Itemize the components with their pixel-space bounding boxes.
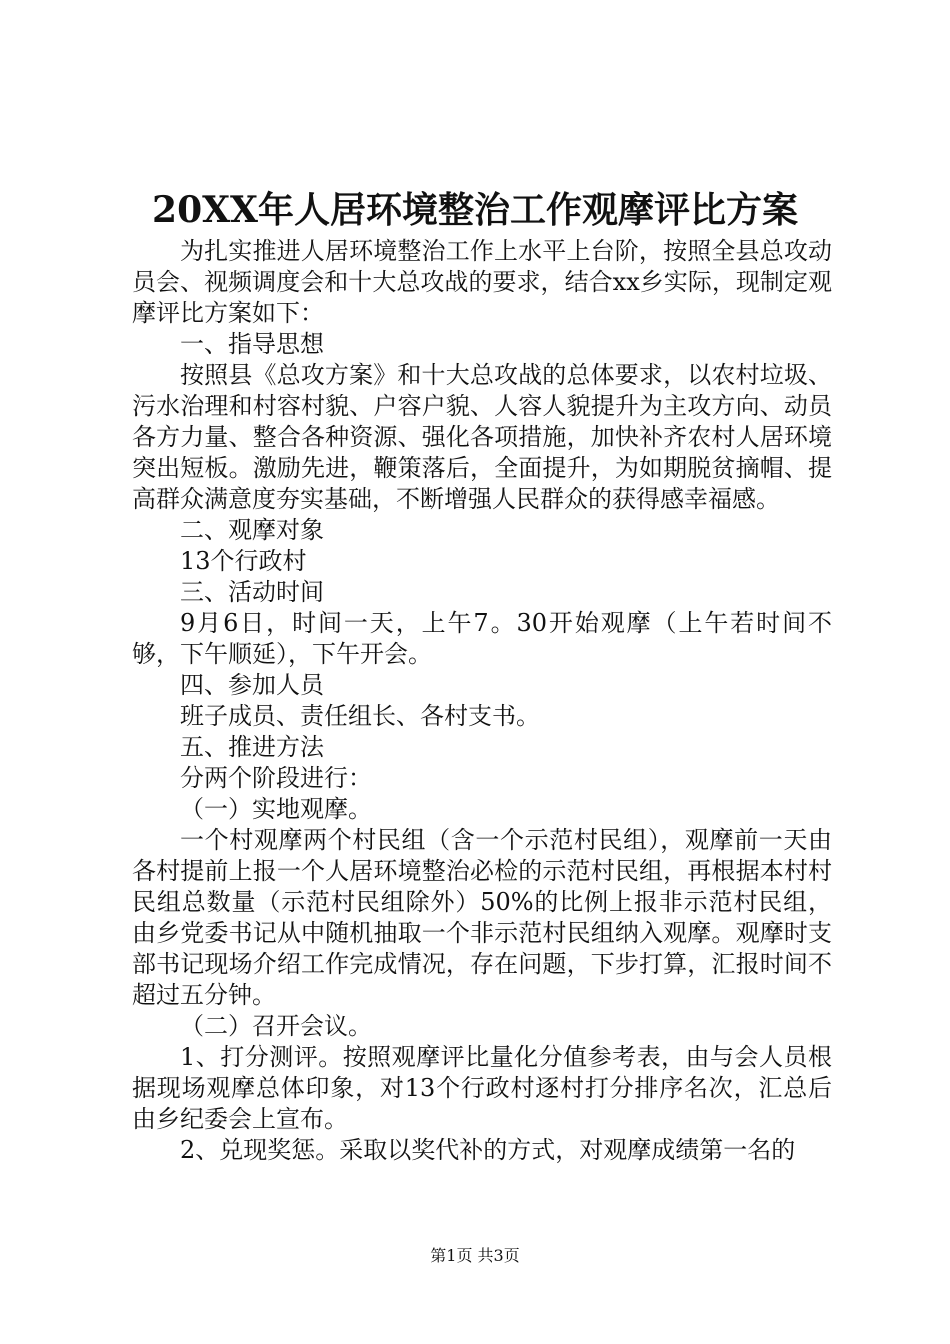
activity-time-paragraph: 9月6日，时间一天，上午7。30开始观摩（上午若时间不够，下午顺延），下午开会。 xyxy=(132,609,832,668)
methods-paragraph: 分两个阶段进行： xyxy=(180,764,372,792)
section-heading-activity-time: 三、活动时间 xyxy=(180,578,324,606)
subsection-heading-meeting: （二）召开会议。 xyxy=(180,1012,372,1040)
guiding-ideology-paragraph: 按照县《总攻方案》和十大总攻战的总体要求，以农村垃圾、污水治理和村容村貌、户容户貌、人容人貌提升为主攻方向、动员各方力量、整合各种资源、强化各项措施，加快补齐农村人居环境突出短板。激励先进，鞭策落后，全面提升，为如期脱贫摘帽、提高群众满意度夯实基础，不断增强人民群众的获得感幸福感。 xyxy=(132,361,832,513)
section-heading-guiding-ideology: 一、指导思想 xyxy=(180,330,324,358)
scoring-paragraph: 1、打分测评。按照观摩评比量化分值参考表，由与会人员根据现场观摩总体印象，对13个行政村逐村打分排序名次，汇总后由乡纪委会上宣布。 xyxy=(132,1043,832,1133)
participants-paragraph: 班子成员、责任组长、各村支书。 xyxy=(180,702,540,730)
field-observation-paragraph: 一个村观摩两个村民组（含一个示范村民组），观摩前一天由各村提前上报一个人居环境整治必检的示范村民组，再根据本村村民组总数量（示范村民组除外）50%的比例上报非示范村民组，由乡党委书记从中随机抽取一个非示范村民组纳入观摩。观摩时支部书记现场介绍工作完成情况，存在问题，下步打算，汇报时间不超过五分钟。 xyxy=(132,826,832,1009)
rewards-paragraph: 2、兑现奖惩。采取以奖代补的方式，对观摩成绩第一名的 xyxy=(180,1136,796,1164)
subsection-heading-field-observation: （一）实地观摩。 xyxy=(180,795,372,823)
section-heading-observation-targets: 二、观摩对象 xyxy=(180,516,324,544)
section-heading-participants: 四、参加人员 xyxy=(180,671,324,699)
document-title: 20XX年人居环境整治工作观摩评比方案 xyxy=(152,189,798,231)
page-footer: 第1页 共3页 xyxy=(430,1246,520,1265)
observation-targets-paragraph: 13个行政村 xyxy=(180,547,307,575)
document-body xyxy=(132,236,832,1166)
intro-paragraph: 为扎实推进人居环境整治工作上水平上台阶，按照全县总攻动员会、视频调度会和十大总攻战的要求，结合xx乡实际，现制定观摩评比方案如下： xyxy=(132,237,832,327)
section-heading-methods: 五、推进方法 xyxy=(180,733,324,761)
